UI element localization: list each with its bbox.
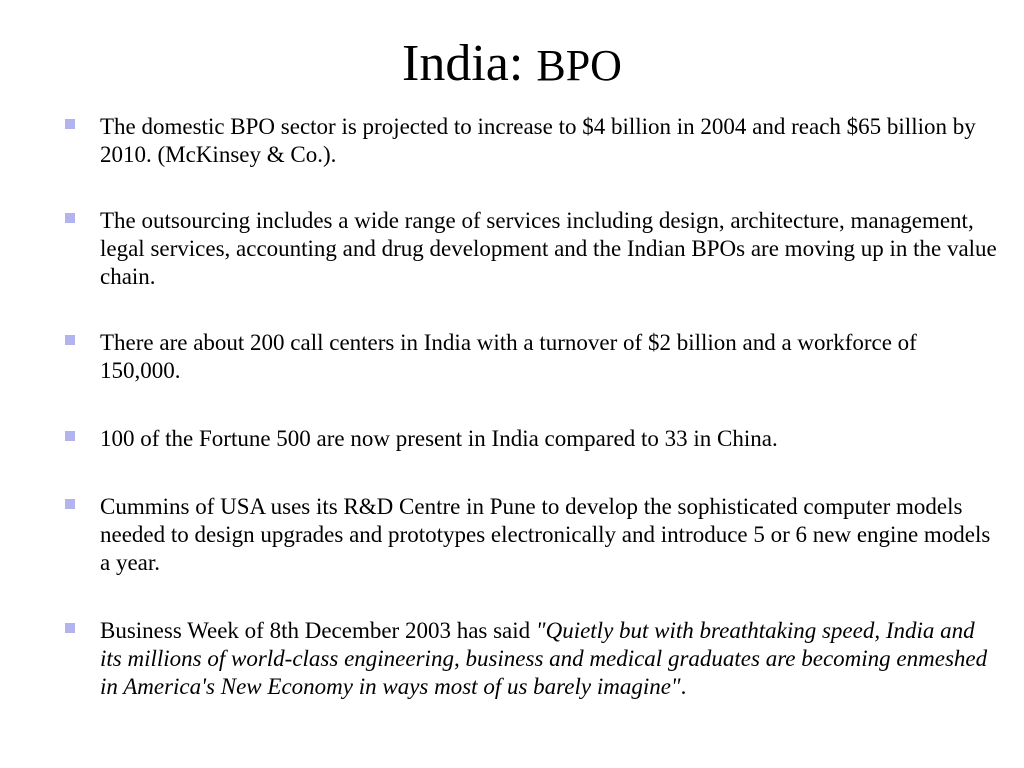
bullet-list [60,113,1000,701]
bullet-item-6 [60,617,1000,701]
bullet-item-4 [60,425,1000,453]
square-bullet-icon [65,213,75,223]
square-bullet-icon [65,623,75,633]
bullet-item-1 [60,113,1000,169]
bullet-text: Cummins of USA uses its R&D Centre in Pune to develop the sophisticated computer models needed to design upgrades and prototypes electronically and introduce 5 or 6 new engine models a year. [100,494,991,575]
square-bullet-icon [65,119,75,129]
bullet-text: 100 of the Fortune 500 are now present in India compared to 33 in China. [100,426,778,451]
business-week-quote: "Quietly but with breathtaking speed, India and its millions of world-class engineering, business and medical graduates are becoming enmeshed in America's New Economy in ways most of us barely imagine" [100,618,988,699]
bullet-text: The outsourcing includes a wide range of services including design, architecture, management, legal services, accounting and drug development and the Indian BPOs are moving up in the value chain. [100,208,997,289]
square-bullet-icon [65,431,75,441]
bullet-text: The domestic BPO sector is projected to increase to $4 billion in 2004 and reach $65 billion by 2010. (McKinsey & Co.). [100,114,976,167]
bullet-item-3 [60,329,1000,385]
bullet-item-5 [60,493,1000,577]
bullet-item-2 [60,207,1000,291]
square-bullet-icon [65,499,75,509]
bullet-tail: . [680,674,687,699]
bullet-text: Business Week of 8th December 2003 has said [100,618,536,643]
title-main: India: [402,35,524,92]
bullet-text: There are about 200 call centers in India with a turnover of $2 billion and a workforce of 150,000. [100,330,917,383]
square-bullet-icon [65,335,75,345]
title-sub: BPO [536,41,622,90]
slide-title [0,32,1024,98]
